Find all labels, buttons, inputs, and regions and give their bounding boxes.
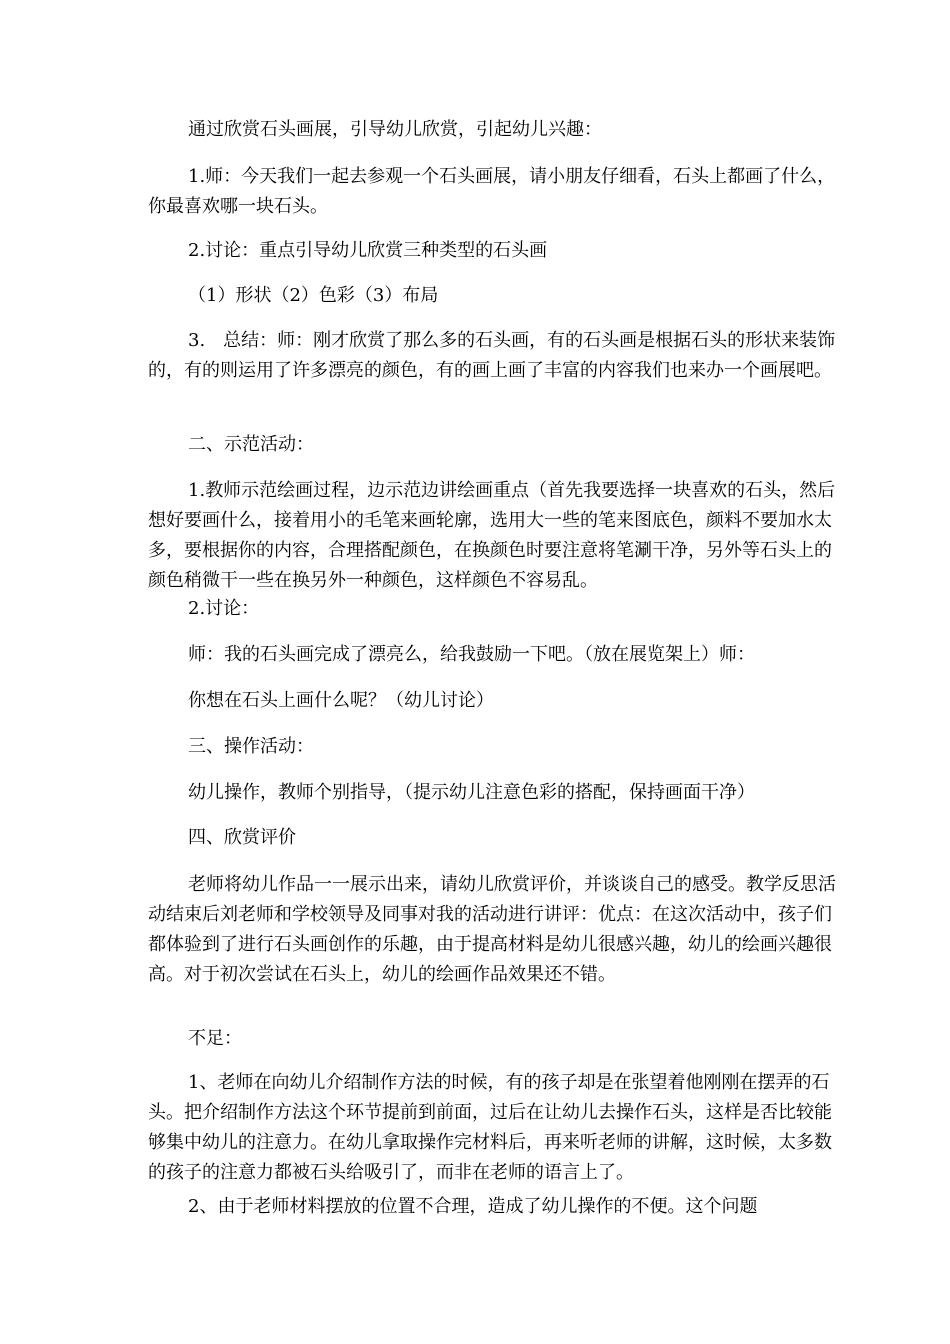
- paragraph-children-operate: 幼儿操作，教师个别指导，（提示幼儿注意色彩的搭配，保持画面干净）: [188, 782, 755, 803]
- paragraph-demo-process: 1.教师示范绘画过程，边示范边讲绘画重点（首先我要选择一块喜欢的石头，然后想好要画什么，接着用小的毛笔来画轮廓，选用大一些的笔来图底色，颜料不要加水太多，要根据你的内容，合理搭配颜色，在换颜色时要注意将笔涮干净，另外等石头上的颜色稍微干一些在换另外一种颜色，这样颜色不容易乱。: [148, 480, 836, 591]
- heading-appreciation: 四、欣赏评价: [188, 827, 296, 848]
- paragraph-types: （1）形状（2）色彩（3）布局: [188, 285, 439, 306]
- paragraph-intro: 通过欣赏石头画展，引导幼儿欣赏，引起幼儿兴趣：: [188, 119, 602, 140]
- paragraph-summary: 3. 总结：师：刚才欣赏了那么多的石头画，有的石头画是根据石头的形状来装饰的，有的则运用了许多漂亮的颜色，有的画上画了丰富的内容我们也来办一个画展吧。: [148, 330, 836, 381]
- heading-shortcomings: 不足：: [188, 1028, 242, 1049]
- paragraph-shortcoming-2: 2、由于老师材料摆放的位置不合理，造成了幼儿操作的不便。这个问题: [188, 1196, 758, 1217]
- paragraph-shortcoming-1: 1、老师在向幼儿介绍制作方法的时候，有的孩子却是在张望着他刚刚在摆弄的石头。把介绍制作方法这个环节提前到前面，过后在让幼儿去操作石头，这样是否比较能够集中幼儿的注意力。在幼儿拿取操作完材料后，再来听老师的讲解，这时候，太多数的孩子的注意力都被石头给吸引了，而非在老师的语言上了。: [148, 1072, 832, 1183]
- heading-demo-activity: 二、示范活动：: [188, 434, 314, 455]
- paragraph-discussion-1: 2.讨论：重点引导幼儿欣赏三种类型的石头画: [188, 240, 548, 261]
- paragraph-teacher-encourage: 师：我的石头画完成了漂亮么，给我鼓励一下吧。（放在展览架上）师：: [188, 644, 755, 665]
- paragraph-teacher-intro: 1.师：今天我们一起去参观一个石头画展，请小朋友仔细看，石头上都画了什么，你最喜欢哪一块石头。: [148, 166, 836, 217]
- heading-operation-activity: 三、操作活动：: [188, 736, 314, 757]
- paragraph-evaluation: 老师将幼儿作品一一展示出来，请幼儿欣赏评价，并谈谈自己的感受。教学反思活动结束后刘老师和学校领导及同事对我的活动进行讲评：优点：在这次活动中，孩子们都体验到了进行石头画创作的乐趣，由于提高材料是幼儿很感兴趣，幼儿的绘画兴趣很高。对于初次尝试在石头上，幼儿的绘画作品效果还不错。: [148, 874, 836, 985]
- paragraph-discussion-2: 2.讨论：: [188, 598, 260, 619]
- paragraph-children-discuss: 你想在石头上画什么呢？（幼儿讨论）: [188, 690, 494, 711]
